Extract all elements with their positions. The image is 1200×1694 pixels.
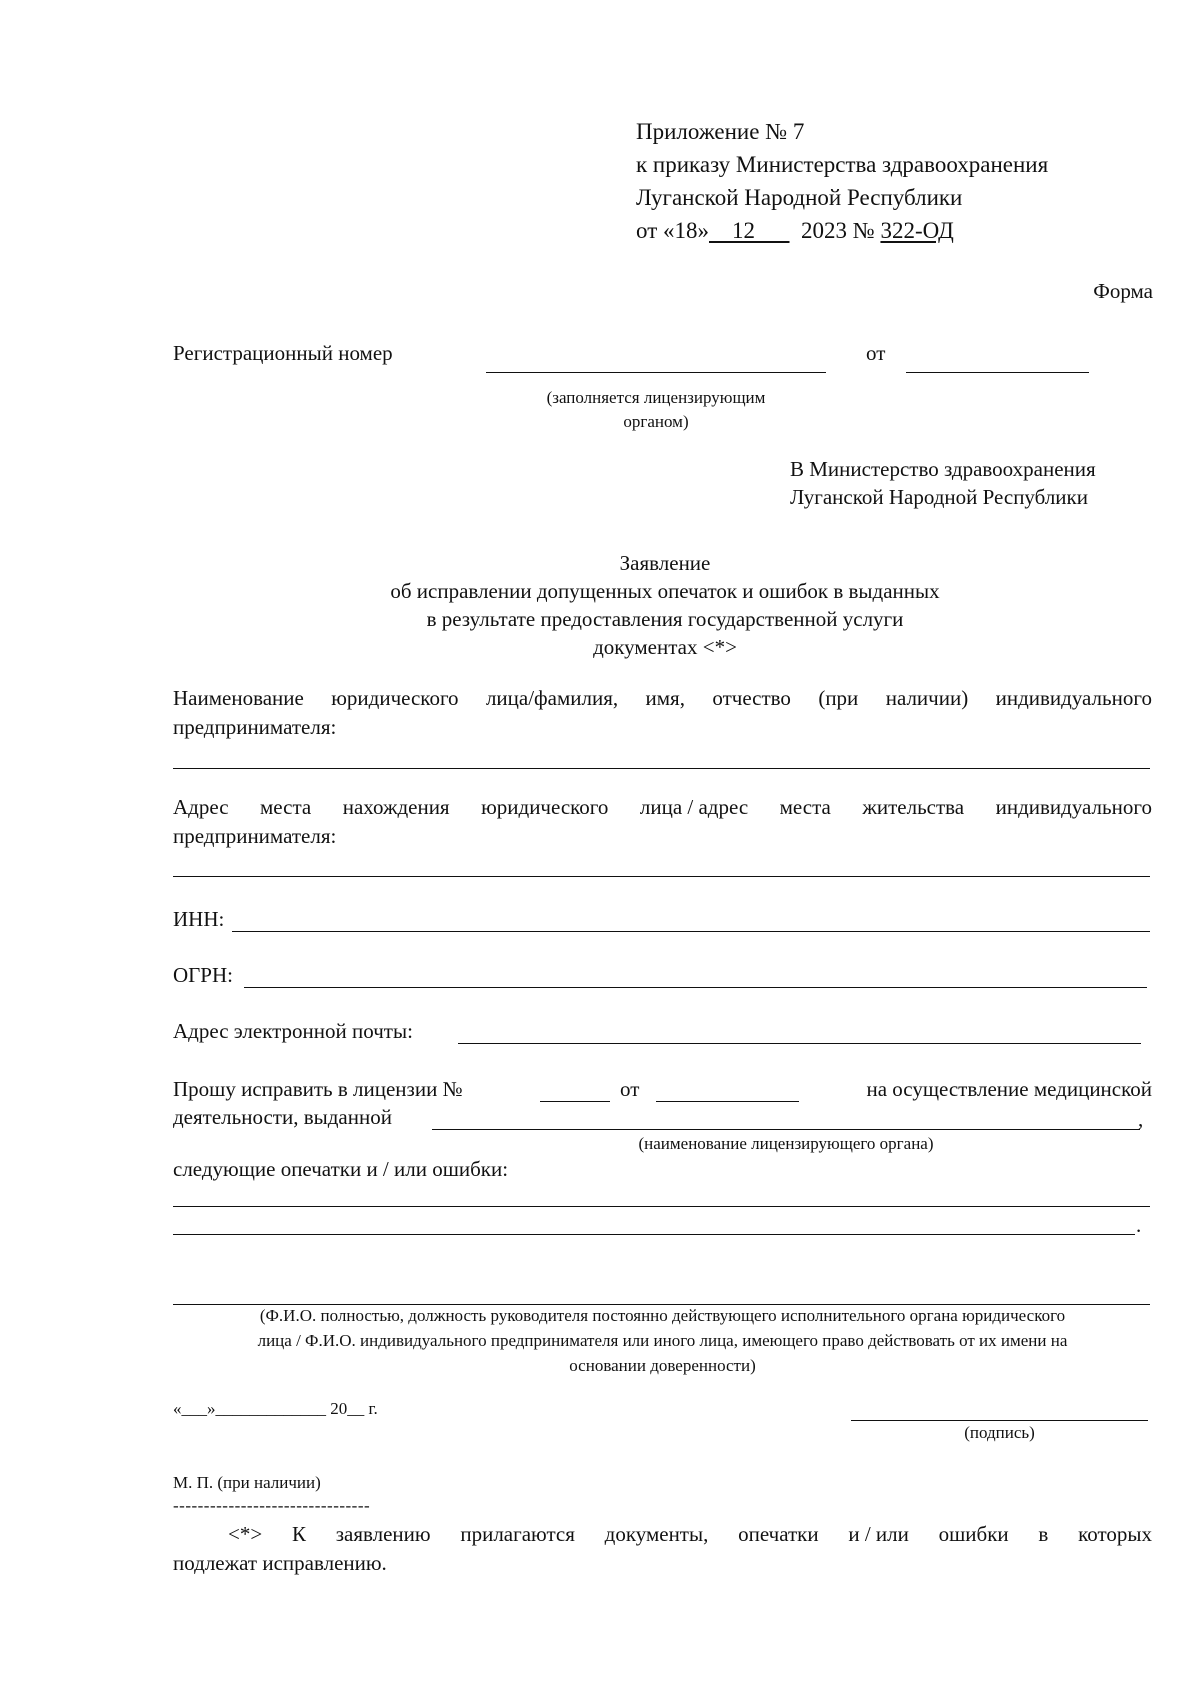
- registration-label: Регистрационный номер: [173, 341, 393, 365]
- ogrn-field[interactable]: [244, 987, 1147, 988]
- signer-note-2: лица / Ф.И.О. индивидуального предпринимателя или иного лица, имеющего право действовать от их имени на: [257, 1331, 1068, 1350]
- entity-name-field[interactable]: [173, 768, 1150, 769]
- entity-address-label: Адрес места нахождения юридического лица / адрес места жительства индивидуального: [173, 795, 1152, 819]
- request-from-label: от: [620, 1077, 640, 1101]
- signature-field[interactable]: [851, 1420, 1148, 1421]
- document-title-line-2: об исправлении допущенных опечаток и ошибок в выданных: [390, 579, 940, 603]
- errors-label: следующие опечатки и / или ошибки:: [173, 1157, 509, 1181]
- entity-name-label: Наименование юридического лица/фамилия, имя, отчество (при наличии) индивидуального: [173, 686, 1152, 710]
- request-activity-label: на осуществление медицинской: [866, 1077, 1152, 1101]
- appendix-order: к приказу Министерства здравоохранения: [636, 152, 1049, 177]
- registration-from-label: от: [866, 341, 886, 365]
- ogrn-label: ОГРН:: [173, 963, 233, 987]
- footnote-separator: --------------------------------: [173, 1496, 371, 1515]
- footnote-text-2: подлежат исправлению.: [173, 1551, 387, 1575]
- entity-address-field[interactable]: [173, 876, 1150, 877]
- document-title: Заявление: [619, 551, 711, 575]
- appendix-date-month: 12: [732, 218, 755, 243]
- inn-field[interactable]: [232, 931, 1150, 932]
- form-label: Форма: [1093, 279, 1153, 303]
- licensing-authority-field[interactable]: [432, 1129, 1140, 1130]
- inn-label: ИНН:: [173, 907, 225, 931]
- entity-name-label-2: предпринимателя:: [173, 715, 337, 739]
- license-date-field[interactable]: [656, 1101, 799, 1102]
- license-number-field[interactable]: [540, 1101, 610, 1102]
- signature-note: (подпись): [964, 1423, 1035, 1442]
- addressee-line-2: Луганской Народной Республики: [790, 485, 1088, 509]
- document-title-line-4: документах <*>: [593, 635, 737, 659]
- licensing-authority-note: (наименование лицензирующего органа): [638, 1134, 934, 1153]
- registration-note-2: органом): [623, 412, 689, 431]
- appendix-republic: Луганской Народной Республики: [636, 185, 963, 210]
- request-license-label: Прошу исправить в лицензии №: [173, 1077, 463, 1101]
- appendix-date-year: 2023 №: [801, 218, 875, 243]
- registration-number-field[interactable]: [486, 372, 826, 373]
- appendix-order-number: 322-ОД: [880, 218, 954, 243]
- document-title-line-3: в результате предоставления государственной услуги: [426, 607, 904, 631]
- email-field[interactable]: [458, 1043, 1141, 1044]
- email-label: Адрес электронной почты:: [173, 1019, 413, 1043]
- errors-field-line-1[interactable]: [173, 1206, 1150, 1207]
- addressee-line-1: В Министерство здравоохранения: [790, 457, 1096, 481]
- footnote-text: <*> К заявлению прилагаются документы, опечатки и / или ошибки в которых: [228, 1522, 1152, 1546]
- appendix-date-prefix: от «18»: [636, 218, 709, 243]
- signer-note-1: (Ф.И.О. полностью, должность руководителя постоянно действующего исполнительного органа юридического: [259, 1306, 1066, 1325]
- appendix-number: Приложение № 7: [636, 119, 805, 144]
- request-comma: ,: [1138, 1107, 1144, 1131]
- entity-address-label-2: предпринимателя:: [173, 824, 337, 848]
- date-field[interactable]: «___»_____________ 20__ г.: [173, 1399, 378, 1418]
- registration-note-1: (заполняется лицензирующим: [546, 388, 766, 407]
- signer-note-3: основании доверенности): [569, 1356, 756, 1375]
- errors-period: .: [1136, 1213, 1142, 1237]
- registration-date-field[interactable]: [906, 372, 1089, 373]
- errors-field-line-2[interactable]: [173, 1234, 1135, 1235]
- request-issued-label: деятельности, выданной: [173, 1105, 392, 1129]
- appendix-date: [636, 217, 954, 245]
- seal-label: М. П. (при наличии): [173, 1473, 321, 1492]
